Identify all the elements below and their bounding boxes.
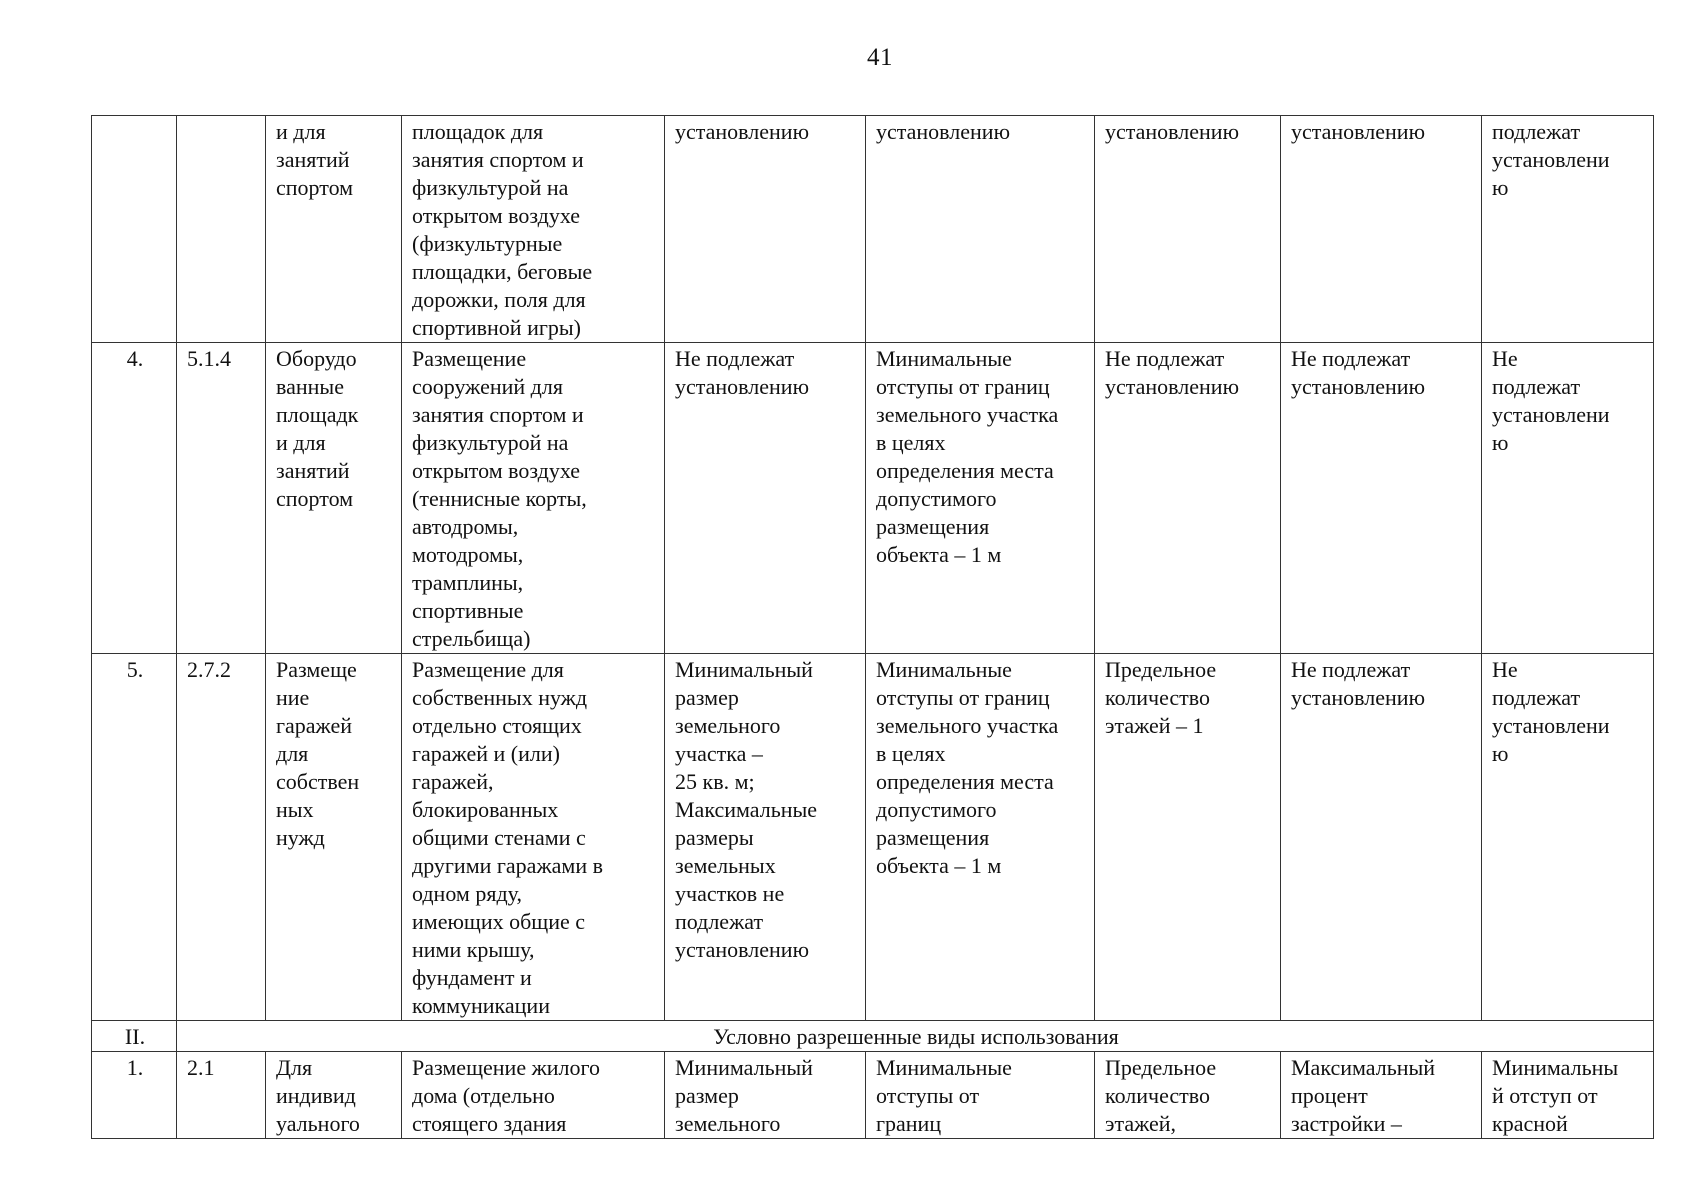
red-line-cell	[1482, 116, 1654, 343]
use-name-cell	[266, 1052, 402, 1139]
floors-cell	[1095, 654, 1281, 1021]
table-row	[92, 1052, 1654, 1139]
description-cell	[402, 343, 665, 654]
use-code-cell: 2.7.2	[177, 654, 266, 1021]
floors-text: Предельное количество этажей,	[1105, 1055, 1217, 1136]
setbacks-cell	[866, 343, 1095, 654]
coverage-text: установлению	[1291, 119, 1426, 144]
floors-cell	[1095, 343, 1281, 654]
description-text: площадок для занятия спортом и физкультурой на открытом воздухе (физкультурные площадки, беговые дорожки, поля для спортивной игры)	[412, 119, 593, 340]
coverage-text: Максимальный процент застройки –	[1291, 1055, 1436, 1136]
description-text: Размещение сооружений для занятия спортом и физкультурой на открытом воздухе (теннисные корты, автодромы, мотодромы, трамплины, спортивные стрельбища)	[412, 346, 587, 651]
description-cell	[402, 1052, 665, 1139]
row-number-cell: 5.	[92, 654, 177, 1021]
plot-size-text: Не подлежат установлению	[675, 346, 810, 399]
red-line-cell	[1482, 343, 1654, 654]
use-code-cell: 2.1	[177, 1052, 266, 1139]
red-line-text: Не подлежат установлени ю	[1492, 346, 1610, 455]
description-cell	[402, 654, 665, 1021]
use-name-text: Для индивид уального	[276, 1055, 360, 1136]
floors-cell	[1095, 1052, 1281, 1139]
floors-text: Предельное количество этажей – 1	[1105, 657, 1217, 738]
description-cell	[402, 116, 665, 343]
zoning-regulations-table	[91, 115, 1654, 1139]
table-row	[92, 343, 1654, 654]
page-number: 41	[867, 44, 893, 71]
section-number-cell: II.	[92, 1021, 177, 1052]
setbacks-text: Минимальные отступы от границ	[876, 1055, 1012, 1136]
row-number-cell	[92, 116, 177, 343]
floors-cell	[1095, 116, 1281, 343]
table-row	[92, 116, 1654, 343]
coverage-cell	[1281, 343, 1482, 654]
plot-size-cell	[665, 343, 866, 654]
description-text: Размещение для собственных нужд отдельно стоящих гаражей и (или) гаражей, блокированных общими стенами с другими гаражами в одном ряду, имеющих общие с ними крышу, фундамент и коммуникации	[412, 657, 603, 1018]
red-line-cell	[1482, 654, 1654, 1021]
plot-size-text: Минимальный размер земельного	[675, 1055, 813, 1136]
red-line-text: подлежат установлени ю	[1492, 119, 1610, 200]
red-line-cell	[1482, 1052, 1654, 1139]
use-name-cell	[266, 654, 402, 1021]
plot-size-text: Минимальный размер земельного участка – 25 кв. м; Максимальные размеры земельных участков не подлежат установлению	[675, 657, 818, 962]
use-name-cell	[266, 343, 402, 654]
plot-size-cell	[665, 116, 866, 343]
setbacks-cell	[866, 654, 1095, 1021]
coverage-cell	[1281, 116, 1482, 343]
use-name-text: Оборудо ванные площадк и для занятий спортом	[276, 346, 359, 511]
setbacks-cell	[866, 116, 1095, 343]
table-row	[92, 654, 1654, 1021]
description-text: Размещение жилого дома (отдельно стоящего здания	[412, 1055, 601, 1136]
setbacks-text: Минимальные отступы от границ земельного участка в целях определения места допустимого размещения объекта – 1 м	[876, 346, 1059, 567]
setbacks-cell	[866, 1052, 1095, 1139]
coverage-cell	[1281, 654, 1482, 1021]
red-line-text: Минимальны й отступ от красной	[1492, 1055, 1619, 1136]
use-name-text: и для занятий спортом	[276, 119, 354, 200]
floors-text: Не подлежат установлению	[1105, 346, 1240, 399]
use-name-cell	[266, 116, 402, 343]
red-line-text: Не подлежат установлени ю	[1492, 657, 1610, 766]
coverage-cell	[1281, 1052, 1482, 1139]
use-name-text: Размеще ние гаражей для собствен ных нужд	[276, 657, 360, 850]
setbacks-text: установлению	[876, 119, 1011, 144]
use-code-cell	[177, 116, 266, 343]
section-row	[92, 1021, 1654, 1052]
coverage-text: Не подлежат установлению	[1291, 346, 1426, 399]
row-number-cell: 4.	[92, 343, 177, 654]
coverage-text: Не подлежат установлению	[1291, 657, 1426, 710]
setbacks-text: Минимальные отступы от границ земельного участка в целях определения места допустимого размещения объекта – 1 м	[876, 657, 1059, 878]
plot-size-cell	[665, 1052, 866, 1139]
plot-size-cell	[665, 654, 866, 1021]
section-title: Условно разрешенные виды использования	[177, 1021, 1654, 1052]
use-code-cell: 5.1.4	[177, 343, 266, 654]
row-number-cell: 1.	[92, 1052, 177, 1139]
floors-text: установлению	[1105, 119, 1240, 144]
plot-size-text: установлению	[675, 119, 810, 144]
